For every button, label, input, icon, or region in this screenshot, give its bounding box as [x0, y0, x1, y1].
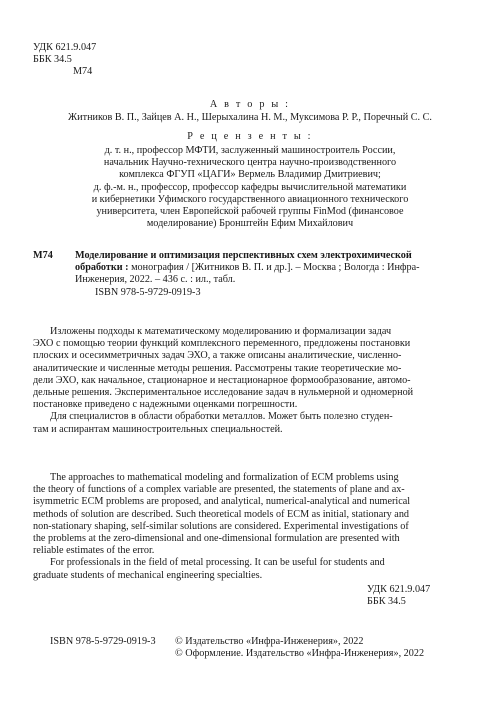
authors-heading: А в т о р ы :	[209, 99, 291, 110]
copyright-design: © Оформление. Издательство «Инфра-Инженерия», 2022	[175, 648, 425, 660]
annotation-line: Изложены подходы к математическому моделированию и формализации задач	[50, 326, 392, 337]
bibliographic-record	[75, 250, 455, 299]
reviewer-line: и кибернетики Уфимского государственного авиационного технического	[91, 193, 409, 205]
book-mark: М74	[33, 250, 53, 261]
annotation-line: плоских и осесимметричных задач ЭХО, а также описаны аналитические, численно-	[33, 350, 402, 362]
book-title-end: обработки :	[75, 262, 129, 274]
book-isbn: ISBN 978-5-9729-0919-3	[95, 286, 201, 298]
reviewers-block	[60, 145, 440, 230]
book-title-line	[75, 262, 455, 274]
reviewers-heading: Р е ц е н з е н т ы :	[187, 131, 313, 142]
annotation-line: постановке приведено с надежными оценками погрешности.	[33, 399, 298, 411]
reviewer-line: комплекса ФГУП «ЦАГИ» Вермель Владимир Дмитриевич;	[119, 169, 381, 181]
annotation-line: the problems at the zero-dimensional and one-dimensional formulation are presented with	[33, 533, 400, 545]
footer-classification-codes	[367, 584, 430, 608]
annotation-line: аналитические и численные методы решения. Рассмотрены такие теоретические мо-	[33, 362, 402, 374]
reviewer-line: начальник Научно-технического центра научно-производственного	[103, 157, 397, 169]
book-description: монография / [Житников В. П. и др.]. – Москва ; Вологда : Инфра-	[128, 262, 420, 274]
annotation-line: дельные решения. Экспериментальное исследование задач в нульмерной и одномерной	[33, 387, 414, 399]
author-mark: М74	[73, 66, 93, 78]
annotation-line: reliable estimates of the error.	[33, 545, 155, 557]
annotation-russian	[33, 326, 465, 436]
book-publication-line: Инженерия, 2022. – 436 с. : ил., табл.	[75, 274, 236, 286]
annotation-line: methods of solution are described. Such theoretical models of ECM as initial, stationary and	[33, 508, 410, 520]
footer-isbn: ISBN 978-5-9729-0919-3	[50, 636, 156, 647]
copyright-block	[175, 636, 424, 660]
reviewer-line: университета, член Европейской рабочей группы FinMod (финансовое	[96, 206, 404, 218]
annotation-line: isymmetric ECM problems are proposed, and analytical, numerical-analytical and numerical	[33, 496, 411, 508]
annotation-line: graduate students of mechanical engineering specialties.	[33, 569, 263, 581]
annotation-line: The approaches to mathematical modeling and formalization of ECM problems using	[50, 472, 399, 483]
classification-codes	[33, 42, 96, 79]
annotation-english	[33, 472, 465, 582]
book-title-line: Моделирование и оптимизация перспективных схем электрохимической	[75, 250, 412, 261]
annotation-line: Для специалистов в области обработки металлов. Может быть полезно студен-	[50, 411, 393, 423]
reviewer-line: моделирование) Бронштейн Ефим Михайлович	[146, 218, 354, 230]
footer-udk-code: УДК 621.9.047	[367, 584, 431, 595]
reviewer-line: д. т. н., профессор МФТИ, заслуженный машиностроитель России,	[104, 145, 396, 156]
footer-bbk-code: ББК 34.5	[367, 596, 406, 608]
udk-code: УДК 621.9.047	[33, 42, 97, 53]
annotation-line: the theory of functions of a complex variable are presented, the statements of plane and ax-	[33, 484, 405, 496]
copyright-publisher: © Издательство «Инфра-Инженерия», 2022	[175, 636, 364, 647]
reviewer-line: д. ф.-м. н., профессор, профессор кафедры вычислительной математики	[93, 181, 407, 193]
annotation-line: ЭХО с помощью теории функций комплексного переменного, предложены постановки	[33, 338, 411, 350]
annotation-line: дели ЭХО, как начальное, стационарное и нестационарное формообразование, автомо-	[33, 374, 411, 386]
annotation-line: For professionals in the field of metal processing. It can be useful for students and	[50, 557, 385, 569]
authors-list: Житников В. П., Зайцев А. Н., Шерыхалина Н. М., Муксимова Р. Р., Поречный С. С.	[68, 112, 432, 123]
annotation-line: non-stationary shaping, self-similar solutions are considered. Experimental investigations of	[33, 520, 409, 532]
annotation-line: там и аспирантам машиностроительных специальностей.	[33, 423, 283, 435]
bbk-code: ББК 34.5	[33, 54, 72, 66]
